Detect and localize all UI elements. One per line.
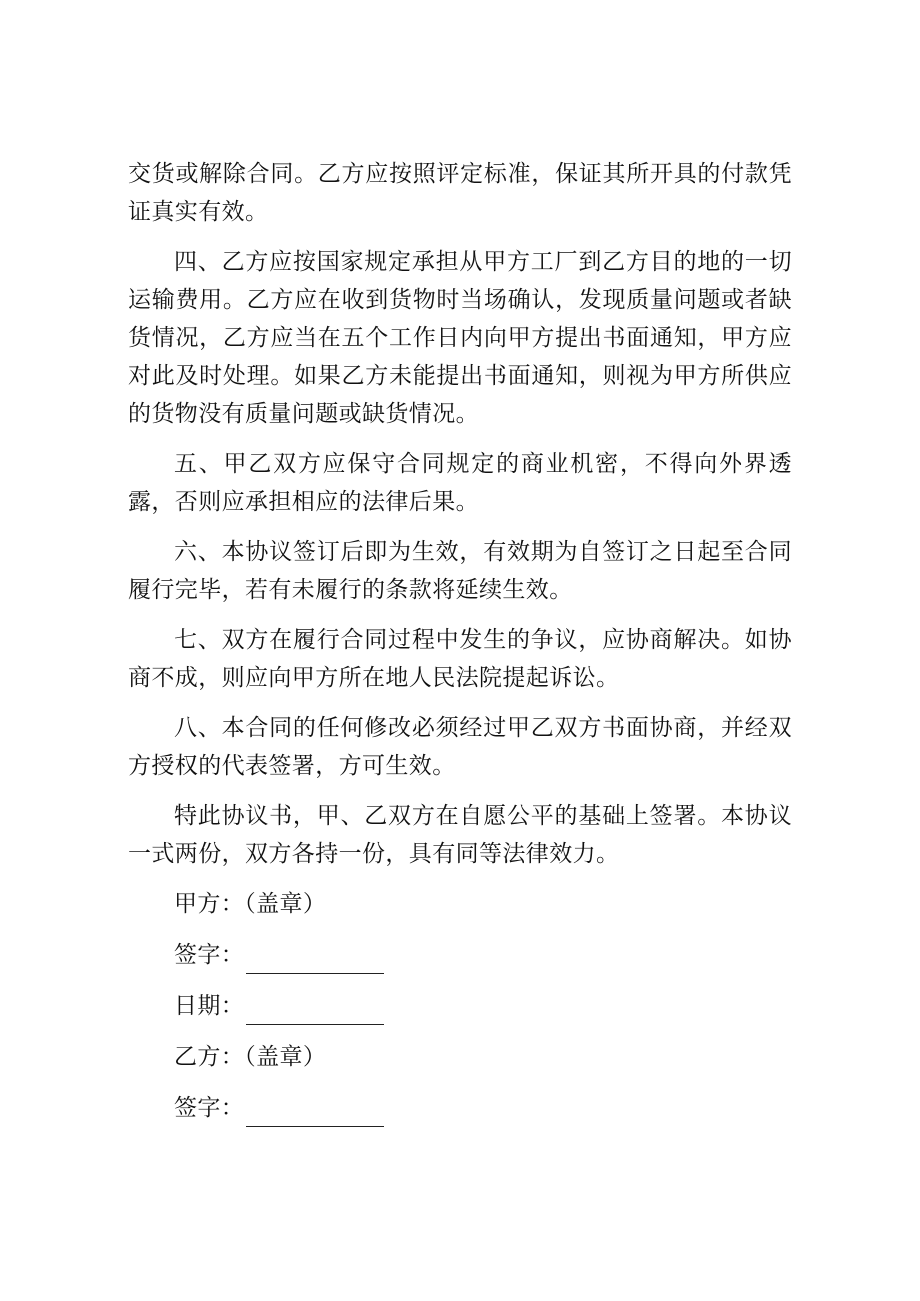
party-a-signature [128,936,792,974]
party-b-signature-blank [246,1100,384,1127]
paragraph-continuation: 交货或解除合同。乙方应按照评定标准，保证其所开具的付款凭证真实有效。 [128,161,792,225]
clause-4: 四、乙方应按国家规定承担从甲方工厂到乙方目的地的一切运输费用。乙方应在收到货物时当场确认，发现质量问题或者缺货情况，乙方应当在五个工作日内向甲方提出书面通知，甲方应对此及时处理。如果乙方未能提出书面通知，则视为甲方所供应的货物没有质量问题或缺货情况。 [128,249,792,427]
party-b-seal [128,1038,792,1076]
contract-body [128,155,792,1140]
clause-7: 七、双方在履行合同过程中发生的争议，应协商解决。如协商不成，则应向甲方所在地人民法院提起诉讼。 [128,627,792,691]
closing-statement: 特此协议书，甲、乙双方在自愿公平的基础上签署。本协议一式两份，双方各持一份，具有同等法律效力。 [128,803,792,867]
party-a-date-blank [246,998,384,1025]
party-a-seal [128,885,792,923]
party-a-signature-label: 签字： [174,942,245,968]
party-a-seal-label: 甲方：（盖章） [174,891,327,917]
clause-8: 八、本合同的任何修改必须经过甲乙双方书面协商，并经双方授权的代表签署，方可生效。 [128,715,792,779]
party-a-signature-blank [246,947,384,974]
clause-5: 五、甲乙双方应保守合同规定的商业机密，不得向外界透露，否则应承担相应的法律后果。 [128,451,792,515]
party-b-signature [128,1089,792,1127]
party-a-date-label: 日期： [174,993,245,1019]
party-b-signature-label: 签字： [174,1095,245,1121]
clause-6: 六、本协议签订后即为生效，有效期为自签订之日起至合同履行完毕，若有未履行的条款将延续生效。 [128,539,792,603]
signature-block [128,885,792,1127]
party-a-date [128,987,792,1025]
party-b-seal-label: 乙方：（盖章） [174,1044,327,1070]
